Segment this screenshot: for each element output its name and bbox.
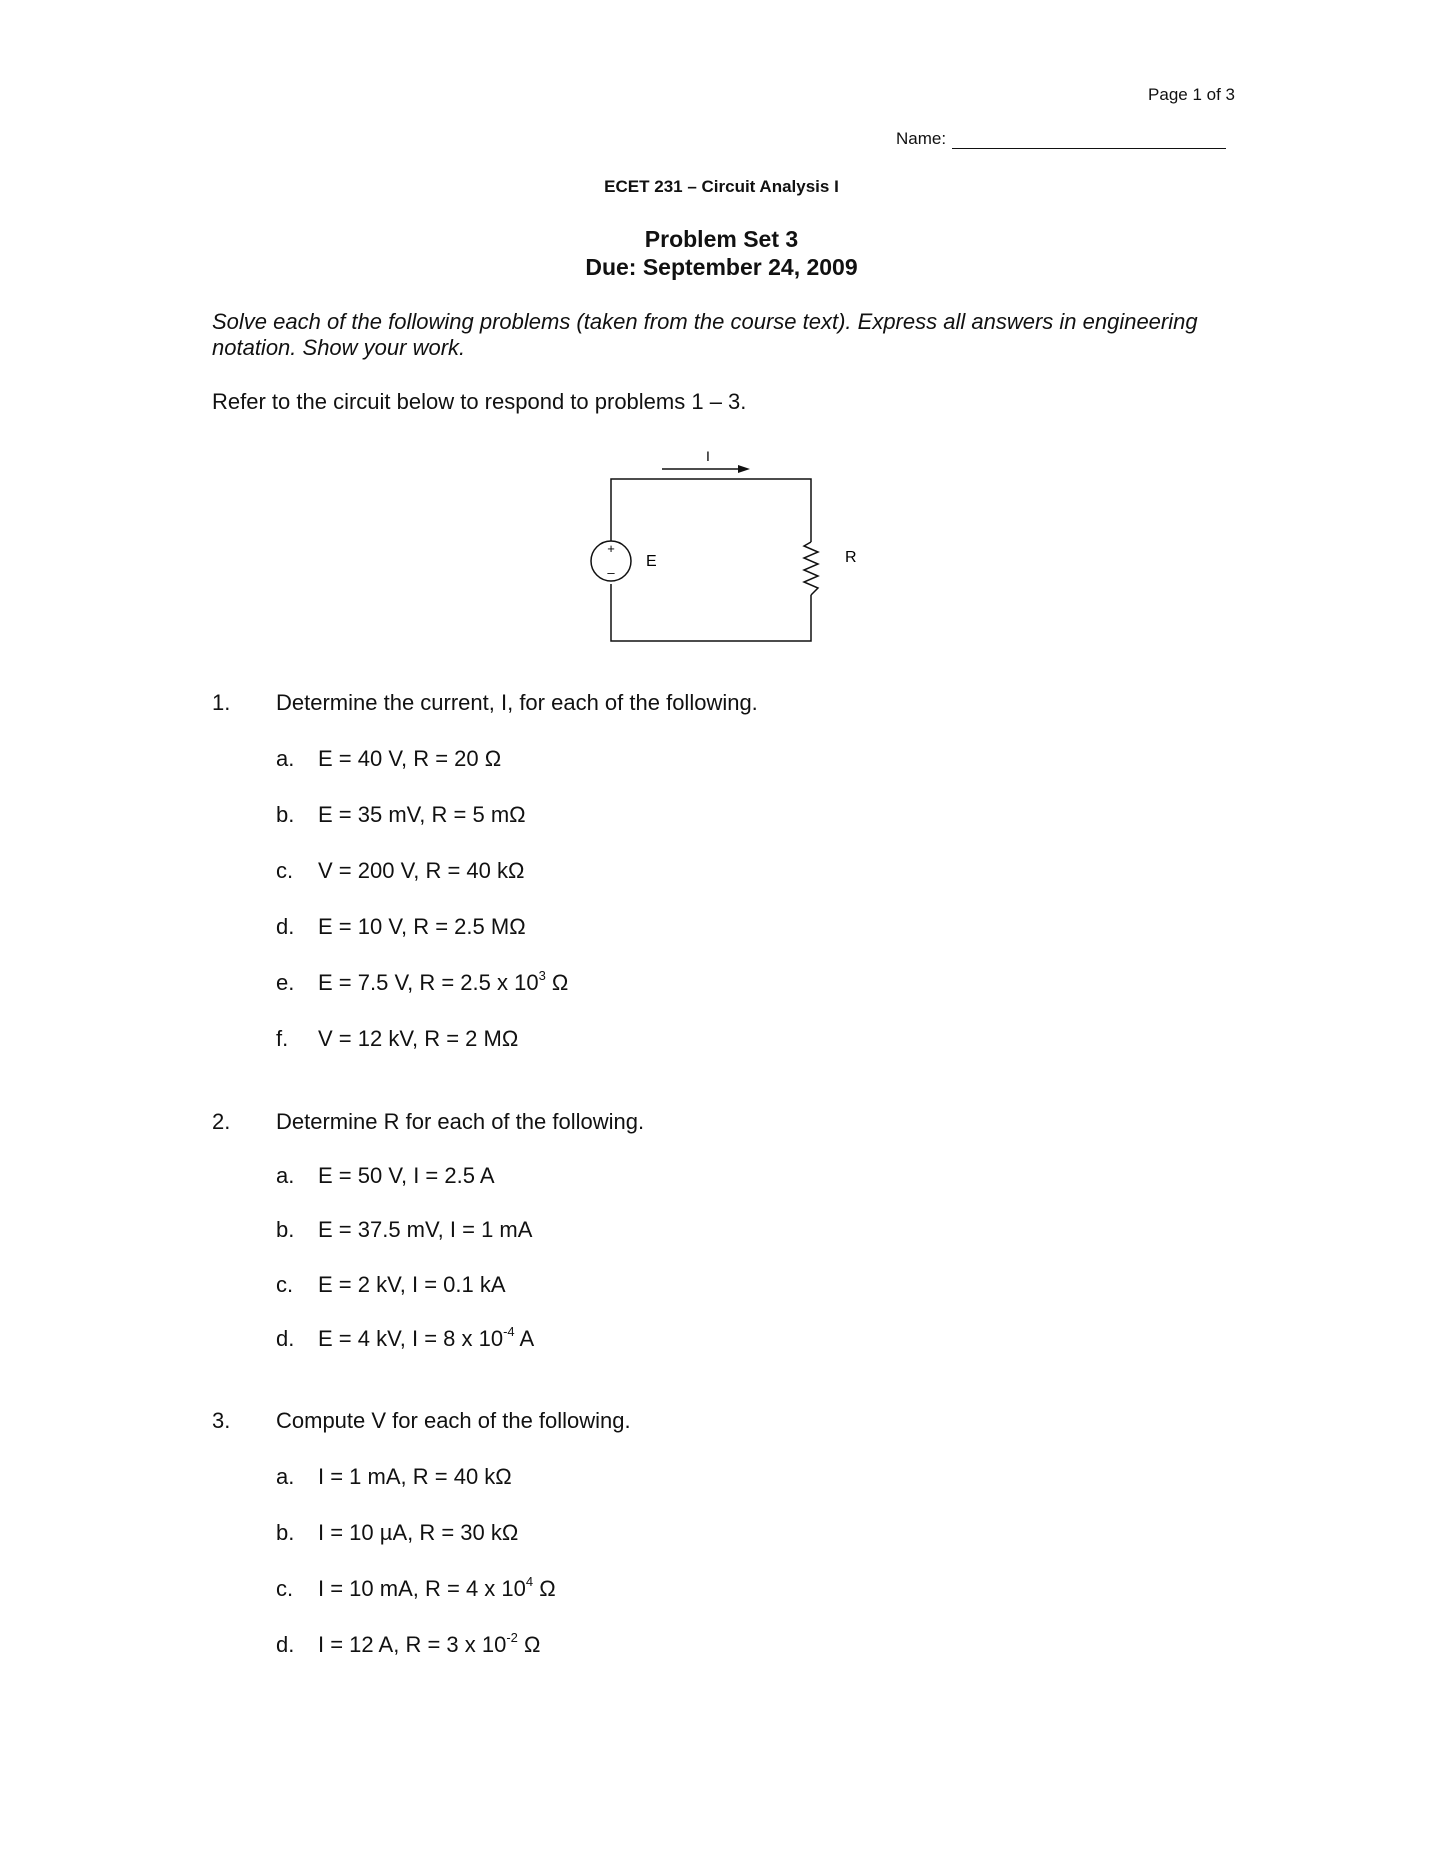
- exponent: 3: [538, 968, 546, 983]
- current-label: I: [706, 448, 710, 464]
- problem-1f-letter: f.: [276, 1026, 289, 1051]
- problem-2-text: Determine R for each of the following.: [276, 1109, 645, 1134]
- course-title: ECET 231 – Circuit Analysis I: [604, 177, 839, 196]
- current-arrowhead-icon: [738, 465, 750, 473]
- problem-2c-text: E = 2 kV, I = 0.1 kA: [318, 1272, 506, 1297]
- problem-3b-text: I = 10 µA, R = 30 kΩ: [318, 1520, 519, 1545]
- problem-1c-letter: c.: [276, 858, 294, 883]
- source-minus-sign: –: [607, 565, 615, 580]
- source-plus-sign: +: [607, 541, 615, 556]
- problem-2-number: 2.: [212, 1109, 231, 1134]
- problem-1d-letter: d.: [276, 914, 295, 939]
- top-wire: [611, 479, 811, 561]
- problem-1e-text: E = 7.5 V, R = 2.5 x $10^3$ Ω: [318, 968, 569, 995]
- due-date: Due: September 24, 2009: [585, 254, 858, 280]
- problem-1a-text: E = 40 V, R = 20 Ω: [318, 746, 502, 771]
- problem-3a-letter: a.: [276, 1464, 295, 1489]
- problem-1f-text: V = 12 kV, R = 2 MΩ: [318, 1026, 519, 1051]
- circuit-diagram: [580, 445, 880, 655]
- problem-1a-letter: a.: [276, 746, 295, 771]
- problem-1b-text: E = 35 mV, R = 5 mΩ: [318, 802, 526, 827]
- resistor-label: R: [845, 549, 857, 566]
- instructions: Solve each of the following problems (taken from the course text). Express all answers in engineering notation. Show your work.: [212, 309, 1198, 360]
- problem-1c-text: V = 200 V, R = 40 kΩ: [318, 858, 525, 883]
- name-blank-line: [952, 134, 1226, 149]
- problem-1-text: Determine the current, I, for each of the following.: [276, 690, 758, 715]
- problem-2d-letter: d.: [276, 1326, 295, 1351]
- name-label: Name:: [896, 129, 947, 148]
- problem-2d-text: E = 4 kV, I = 8 x $10^{-4}$ A: [318, 1324, 535, 1351]
- problem-3c-letter: c.: [276, 1576, 294, 1601]
- problem-2b-text: E = 37.5 mV, I = 1 mA: [318, 1217, 533, 1242]
- name-field-row: [896, 129, 1226, 149]
- problem-1e-letter: e.: [276, 970, 295, 995]
- problem-set-title: Problem Set 3: [644, 226, 799, 252]
- source-label: E: [646, 553, 657, 570]
- problem-3c-text: I = 10 mA, R = 4 x $10^4$ Ω: [318, 1574, 556, 1601]
- problem-1d-text: E = 10 V, R = 2.5 MΩ: [318, 914, 526, 939]
- problem-1b-letter: b.: [276, 802, 295, 827]
- problem-2b-letter: b.: [276, 1217, 295, 1242]
- problem-3d-text: I = 12 A, R = 3 x $10^{-2}$ Ω: [318, 1630, 541, 1657]
- bottom-wire: [611, 584, 811, 641]
- problem-2a-letter: a.: [276, 1163, 295, 1188]
- exponent: -4: [503, 1324, 515, 1339]
- problem-3b-letter: b.: [276, 1520, 295, 1545]
- page-number: Page 1 of 3: [1148, 85, 1235, 104]
- exponent: -2: [506, 1630, 518, 1645]
- problem-3-number: 3.: [212, 1408, 231, 1433]
- resistor-icon: [804, 542, 818, 595]
- problem-3a-text: I = 1 mA, R = 40 kΩ: [318, 1464, 512, 1489]
- problem-2c-letter: c.: [276, 1272, 294, 1297]
- problem-3-text: Compute V for each of the following.: [276, 1408, 631, 1433]
- problem-2a-text: E = 50 V, I = 2.5 A: [318, 1163, 495, 1188]
- problem-1-number: 1.: [212, 690, 231, 715]
- circuit-reference-text: Refer to the circuit below to respond to problems 1 – 3.: [212, 389, 747, 414]
- problem-3d-letter: d.: [276, 1632, 295, 1657]
- exponent: 4: [525, 1574, 534, 1589]
